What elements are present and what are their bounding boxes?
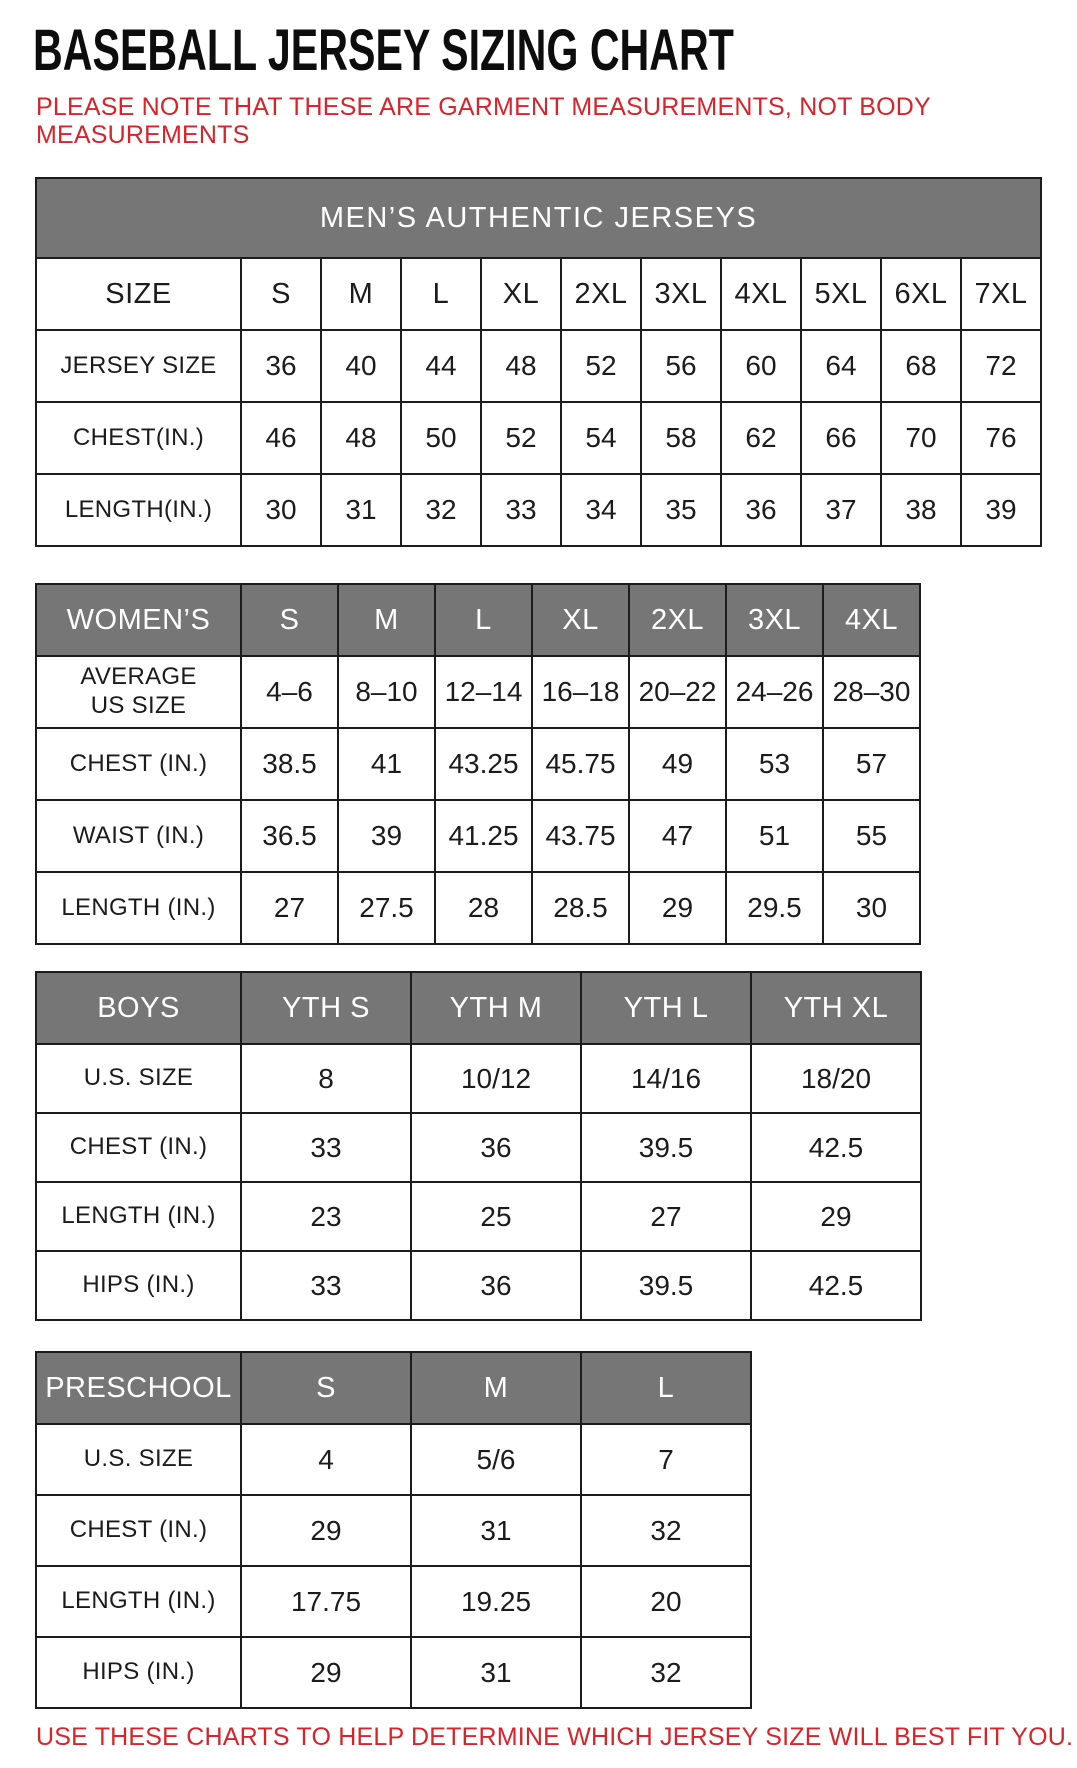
size-value: 16–18: [532, 656, 629, 728]
size-value: 29.5: [726, 872, 823, 944]
womens-data-row: [36, 656, 920, 728]
row-label-line: LENGTH(IN.): [64, 495, 213, 523]
size-value: 33: [241, 1251, 411, 1320]
page-title: [33, 18, 1077, 83]
size-value: 8: [241, 1044, 411, 1113]
size-value: 47: [629, 800, 726, 872]
size-value: 48: [321, 402, 401, 474]
column-header: S: [241, 1352, 411, 1424]
size-value: 57: [823, 728, 920, 800]
row-label: [36, 1113, 241, 1182]
size-value: 18/20: [751, 1044, 921, 1113]
size-value: 52: [561, 330, 641, 402]
row-label: [36, 1251, 241, 1320]
mens-data-row: [36, 474, 1041, 546]
size-value: 55: [823, 800, 920, 872]
column-header: M: [411, 1352, 581, 1424]
mens-data-row: [36, 402, 1041, 474]
column-header: 2XL: [629, 584, 726, 656]
row-label: [36, 1637, 241, 1708]
size-value: 30: [823, 872, 920, 944]
size-value: 4–6: [241, 656, 338, 728]
row-label-line: HIPS (IN.): [82, 1658, 195, 1686]
womens-data-row: [36, 728, 920, 800]
page-title-text: BASEBALL JERSEY SIZING CHART: [33, 18, 734, 83]
row-label: [36, 1566, 241, 1637]
size-value: 37: [801, 474, 881, 546]
preschool-header-row: [36, 1352, 751, 1424]
size-value: 39: [338, 800, 435, 872]
size-value: 33: [241, 1113, 411, 1182]
row-label-line: HIPS (IN.): [82, 1271, 195, 1299]
size-value: 32: [401, 474, 481, 546]
preschool-data-row: [36, 1495, 751, 1566]
size-value: 33: [481, 474, 561, 546]
row-label: [36, 1495, 241, 1566]
row-label: [36, 800, 241, 872]
note-line-2: MEASUREMENTS: [36, 121, 250, 149]
column-header: YTH XL: [751, 972, 921, 1044]
column-header: SIZE: [36, 258, 241, 330]
column-header: 2XL: [561, 258, 641, 330]
row-label-line: JERSEY SIZE: [60, 351, 217, 379]
row-label: [36, 656, 241, 728]
size-value: 23: [241, 1182, 411, 1251]
size-value: 12–14: [435, 656, 532, 728]
row-label-line: CHEST(IN.): [73, 423, 204, 451]
row-label: [36, 474, 241, 546]
size-value: 27.5: [338, 872, 435, 944]
mens-banner: MEN’S AUTHENTIC JERSEYS: [36, 178, 1041, 258]
column-header: 3XL: [641, 258, 721, 330]
row-label-line: AVERAGE: [80, 663, 197, 691]
size-value: 54: [561, 402, 641, 474]
size-value: 20–22: [629, 656, 726, 728]
size-value: 19.25: [411, 1566, 581, 1637]
womens-sizing-table: [35, 583, 921, 945]
row-label-line: WAIST (IN.): [72, 821, 205, 849]
preschool-data-row: [36, 1424, 751, 1495]
size-value: 29: [241, 1637, 411, 1708]
boys-data-row: [36, 1113, 921, 1182]
size-value: 48: [481, 330, 561, 402]
size-value: 49: [629, 728, 726, 800]
column-header: L: [581, 1352, 751, 1424]
row-label: [36, 402, 241, 474]
size-value: 14/16: [581, 1044, 751, 1113]
size-value: 70: [881, 402, 961, 474]
row-label-line: US SIZE: [90, 692, 187, 719]
size-value: 45.75: [532, 728, 629, 800]
row-label: [36, 330, 241, 402]
size-value: 34: [561, 474, 641, 546]
row-label-line: CHEST (IN.): [69, 1133, 208, 1161]
size-value: 4: [241, 1424, 411, 1495]
note-line-1: PLEASE NOTE THAT THESE ARE GARMENT MEASUREMENTS, NOT BODY: [36, 93, 931, 121]
column-header: M: [321, 258, 401, 330]
column-header: YTH S: [241, 972, 411, 1044]
row-label: [36, 1424, 241, 1495]
size-value: 20: [581, 1566, 751, 1637]
size-value: 40: [321, 330, 401, 402]
column-header: L: [401, 258, 481, 330]
size-value: 39: [961, 474, 1041, 546]
size-value: 28: [435, 872, 532, 944]
row-label-line: LENGTH (IN.): [61, 893, 216, 921]
mens-sizing-table: [35, 177, 1042, 547]
size-value: 38: [881, 474, 961, 546]
size-value: 29: [751, 1182, 921, 1251]
womens-data-row: [36, 872, 920, 944]
boys-sizing-table: [35, 971, 922, 1321]
row-label-line: U.S. SIZE: [83, 1064, 194, 1092]
column-header: BOYS: [36, 972, 241, 1044]
column-header: S: [241, 584, 338, 656]
column-header: 3XL: [726, 584, 823, 656]
column-header: 7XL: [961, 258, 1041, 330]
size-value: 36.5: [241, 800, 338, 872]
womens-data-row: [36, 800, 920, 872]
size-value: 29: [241, 1495, 411, 1566]
column-header: YTH L: [581, 972, 751, 1044]
size-value: 27: [581, 1182, 751, 1251]
size-value: 29: [629, 872, 726, 944]
size-value: 30: [241, 474, 321, 546]
column-header: WOMEN’S: [36, 584, 241, 656]
row-label-line: LENGTH (IN.): [61, 1587, 216, 1615]
column-header: XL: [481, 258, 561, 330]
size-value: 39.5: [581, 1113, 751, 1182]
size-value: 28–30: [823, 656, 920, 728]
mens-header-row: [36, 258, 1041, 330]
size-value: 41: [338, 728, 435, 800]
size-value: 72: [961, 330, 1041, 402]
size-value: 31: [411, 1495, 581, 1566]
size-value: 46: [241, 402, 321, 474]
size-value: 32: [581, 1495, 751, 1566]
size-value: 36: [411, 1113, 581, 1182]
row-label-line: CHEST (IN.): [69, 749, 208, 777]
size-value: 32: [581, 1637, 751, 1708]
column-header: 4XL: [721, 258, 801, 330]
size-value: 58: [641, 402, 721, 474]
garment-measurement-note: [36, 93, 1077, 149]
size-value: 51: [726, 800, 823, 872]
size-value: 31: [321, 474, 401, 546]
boys-header-row: [36, 972, 921, 1044]
size-value: 17.75: [241, 1566, 411, 1637]
column-header: 6XL: [881, 258, 961, 330]
size-value: 10/12: [411, 1044, 581, 1113]
size-value: 68: [881, 330, 961, 402]
row-label: [36, 872, 241, 944]
column-header: PRESCHOOL: [36, 1352, 241, 1424]
footer-note: USE THESE CHARTS TO HELP DETERMINE WHICH JERSEY SIZE WILL BEST FIT YOU.: [36, 1723, 1074, 1751]
size-value: 60: [721, 330, 801, 402]
size-value: 36: [241, 330, 321, 402]
size-value: 24–26: [726, 656, 823, 728]
size-value: 35: [641, 474, 721, 546]
size-value: 42.5: [751, 1113, 921, 1182]
size-value: 43.75: [532, 800, 629, 872]
size-value: 62: [721, 402, 801, 474]
row-label-line: LENGTH (IN.): [61, 1202, 216, 1230]
size-value: 39.5: [581, 1251, 751, 1320]
boys-data-row: [36, 1251, 921, 1320]
size-value: 44: [401, 330, 481, 402]
preschool-data-row: [36, 1637, 751, 1708]
size-value: 36: [411, 1251, 581, 1320]
size-value: 28.5: [532, 872, 629, 944]
size-value: 38.5: [241, 728, 338, 800]
column-header: L: [435, 584, 532, 656]
size-value: 25: [411, 1182, 581, 1251]
row-label: [36, 1044, 241, 1113]
size-value: 66: [801, 402, 881, 474]
row-label-line: CHEST (IN.): [69, 1516, 208, 1544]
size-value: 8–10: [338, 656, 435, 728]
size-value: 56: [641, 330, 721, 402]
size-value: 43.25: [435, 728, 532, 800]
size-value: 27: [241, 872, 338, 944]
column-header: 4XL: [823, 584, 920, 656]
column-header: 5XL: [801, 258, 881, 330]
row-label: [36, 1182, 241, 1251]
size-value: 50: [401, 402, 481, 474]
size-value: 42.5: [751, 1251, 921, 1320]
preschool-data-row: [36, 1566, 751, 1637]
column-header: YTH M: [411, 972, 581, 1044]
row-label: [36, 728, 241, 800]
mens-data-row: [36, 330, 1041, 402]
column-header: M: [338, 584, 435, 656]
size-value: 5/6: [411, 1424, 581, 1495]
size-value: 7: [581, 1424, 751, 1495]
size-value: 64: [801, 330, 881, 402]
size-value: 53: [726, 728, 823, 800]
mens-banner-row: [36, 178, 1041, 258]
size-value: 41.25: [435, 800, 532, 872]
column-header: S: [241, 258, 321, 330]
size-value: 52: [481, 402, 561, 474]
womens-header-row: [36, 584, 920, 656]
size-value: 76: [961, 402, 1041, 474]
size-value: 36: [721, 474, 801, 546]
boys-data-row: [36, 1182, 921, 1251]
row-label-line: U.S. SIZE: [83, 1445, 194, 1473]
boys-data-row: [36, 1044, 921, 1113]
preschool-sizing-table: [35, 1351, 752, 1709]
column-header: XL: [532, 584, 629, 656]
size-value: 31: [411, 1637, 581, 1708]
